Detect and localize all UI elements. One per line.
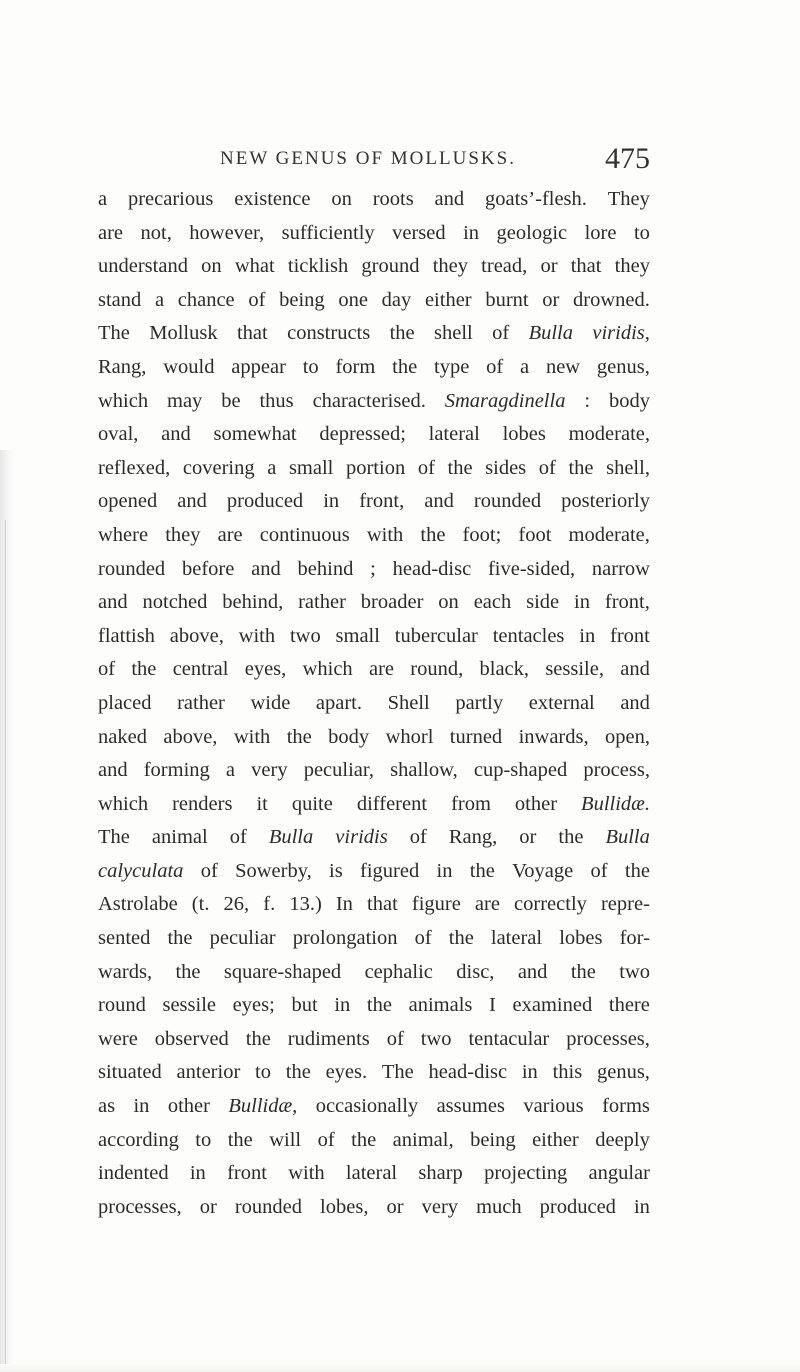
- text-line: reflexed, covering a small portion of the sides of the shell,: [98, 456, 650, 479]
- body-text: [98, 183, 650, 1224]
- text-line: The animal of Bulla viridis of Rang, or the Bulla: [98, 826, 650, 849]
- text-line: which may be thus characterised. Smaragdinella : body: [98, 389, 650, 412]
- text-line: are not, however, sufficiently versed in geologic lore to: [98, 221, 650, 244]
- gutter-edge-line: [5, 520, 6, 1372]
- text-line: sented the peculiar prolongation of the lateral lobes for-: [98, 927, 650, 950]
- text-line: were observed the rudiments of two tentacular processes,: [98, 1027, 650, 1050]
- text-line: of the central eyes, which are round, black, sessile, and: [98, 658, 650, 681]
- text-line: where they are continuous with the foot; foot moderate,: [98, 523, 650, 546]
- text-line: flattish above, with two small tubercular tentacles in front: [98, 624, 650, 647]
- page-gutter-shadow: [0, 450, 14, 1372]
- running-head: [220, 142, 650, 182]
- text-line: according to the will of the animal, being either deeply: [98, 1128, 650, 1151]
- text-line: Astrolabe (t. 26, f. 13.) In that figure are correctly repre-: [98, 893, 650, 916]
- text-line: which renders it quite different from other Bullidæ.: [98, 792, 650, 815]
- text-line: Rang, would appear to form the type of a new genus,: [98, 355, 650, 378]
- text-line: oval, and somewhat depressed; lateral lobes moderate,: [98, 423, 650, 446]
- running-title: NEW GENUS OF MOLLUSKS.: [220, 148, 516, 169]
- text-line: wards, the square-shaped cephalic disc, and the two: [98, 960, 650, 983]
- text-line: placed rather wide apart. Shell partly external and: [98, 691, 650, 714]
- text-line: round sessile eyes; but in the animals I examined there: [98, 994, 650, 1017]
- page-number: 475: [605, 142, 650, 175]
- text-line: and notched behind, rather broader on each side in front,: [98, 591, 650, 614]
- text-line: and forming a very peculiar, shallow, cup-shaped process,: [98, 759, 650, 782]
- text-line: opened and produced in front, and rounded posteriorly: [98, 490, 650, 513]
- text-line: naked above, with the body whorl turned inwards, open,: [98, 725, 650, 748]
- text-line: understand on what ticklish ground they tread, or that they: [98, 255, 650, 278]
- text-line: rounded before and behind ; head-disc five-sided, narrow: [98, 557, 650, 580]
- text-line: stand a chance of being one day either burnt or drowned.: [98, 288, 650, 311]
- text-line: calyculata of Sowerby, is figured in the Voyage of the: [98, 859, 650, 882]
- text-line: as in other Bullidæ, occasionally assumes various forms: [98, 1095, 650, 1118]
- text-line: situated anterior to the eyes. The head-disc in this genus,: [98, 1061, 650, 1084]
- text-line: indented in front with lateral sharp projecting angular: [98, 1162, 650, 1185]
- page-bottom-edge: [0, 1364, 800, 1372]
- text-line: a precarious existence on roots and goats’-flesh. They: [98, 188, 650, 210]
- text-line: processes, or rounded lobes, or very much produced in: [98, 1195, 650, 1218]
- text-line: The Mollusk that constructs the shell of Bulla viridis,: [98, 322, 650, 345]
